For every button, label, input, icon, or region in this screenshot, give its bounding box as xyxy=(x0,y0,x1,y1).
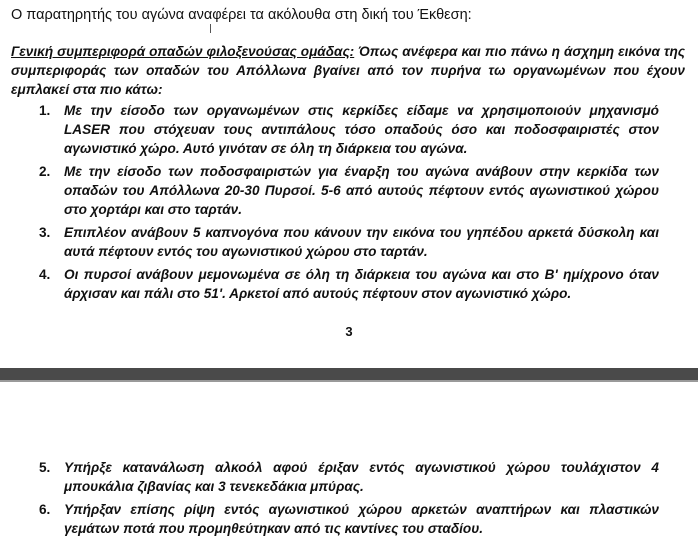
list-item xyxy=(39,223,659,261)
list-item xyxy=(39,162,659,219)
section-paragraph-text: Όπως ανέφερα και πιο πάνω η άσχημη εικόνα της συμπεριφοράς των οπαδών του Απόλλωνα βγαίνει από τον πυρήνα τω οργανωμένων που έχουν εμπλακεί στα πιο κάτω: xyxy=(11,44,685,97)
list-item xyxy=(39,265,659,303)
list-item-number: 3. xyxy=(39,225,51,240)
list-item xyxy=(39,458,659,496)
intro-line: Ο παρατηρητής του αγώνα αναφέρει τα ακόλουθα στη δική του Έκθεση: xyxy=(11,7,472,23)
list-item-number: 6. xyxy=(39,502,51,517)
list-item-number: 5. xyxy=(39,460,51,475)
list-item-text: Με την είσοδο των ποδοσφαιριστών για έναρξη του αγώνα ανάβουν στην κερκίδα των οπαδών του Απόλλωνα 20-30 Πυρσοί. 5-6 από αυτούς πέφτουν εντός αγωνιστικού χώρου στο χορτάρι και στο ταρτάν. xyxy=(64,164,659,217)
list-item-text: Με την είσοδο των οργανωμένων στις κερκίδες είδαμε να χρησιμοποιούν μηχανισμό LASER που στόχευαν τους αντιπάλους τόσο οπαδούς όσο και ποδοσφαιριστές στον αγωνιστικό χώρο. Αυτό γινόταν σε όλη τη διάρκεια του αγώνα. xyxy=(64,103,659,156)
list-item-number: 1. xyxy=(39,103,51,118)
incident-list-continued xyxy=(39,458,659,542)
page-divider xyxy=(0,368,698,380)
page-number: 3 xyxy=(345,324,353,339)
list-item xyxy=(39,500,659,538)
list-item-text: Οι πυρσοί ανάβουν μεμονωμένα σε όλη τη διάρκεια του αγώνα και στο Β' ημίχρονο όταν άρχισαν και πάλι στο 51'. Αρκετοί από αυτούς πέφτουν στον αγωνιστικό χώρο. xyxy=(64,267,659,301)
text-cursor-mark xyxy=(210,24,211,33)
document-page-4 xyxy=(0,382,698,540)
incident-list xyxy=(39,101,659,307)
list-item-text: Επιπλέον ανάβουν 5 καπνογόνα που κάνουν την εικόνα του γηπέδου αρκετά δύσκολη και αυτά πέφτουν εντός του αγωνιστικού χώρου στο ταρτάν. xyxy=(64,225,659,259)
list-item-number: 2. xyxy=(39,164,51,179)
section-paragraph xyxy=(11,42,685,99)
list-item xyxy=(39,101,659,158)
list-item-text: Υπήρξε κατανάλωση αλκοόλ αφού έριξαν εντός αγωνιστικού χώρου τουλάχιστον 4 μπουκάλια ζιβανίας και 3 τενεκεδάκια μπύρας. xyxy=(64,460,659,494)
section-heading: Γενική συμπεριφορά οπαδών φιλοξενούσας ομάδας: xyxy=(11,44,355,59)
list-item-number: 4. xyxy=(39,267,51,282)
list-item-text: Υπήρξαν επίσης ρίψη εντός αγωνιστικού χώρου αρκετών αναπτήρων και πλαστικών γεμάτων ποτά που προμηθεύτηκαν από τις καντίνες του σταδίου. xyxy=(64,502,659,536)
